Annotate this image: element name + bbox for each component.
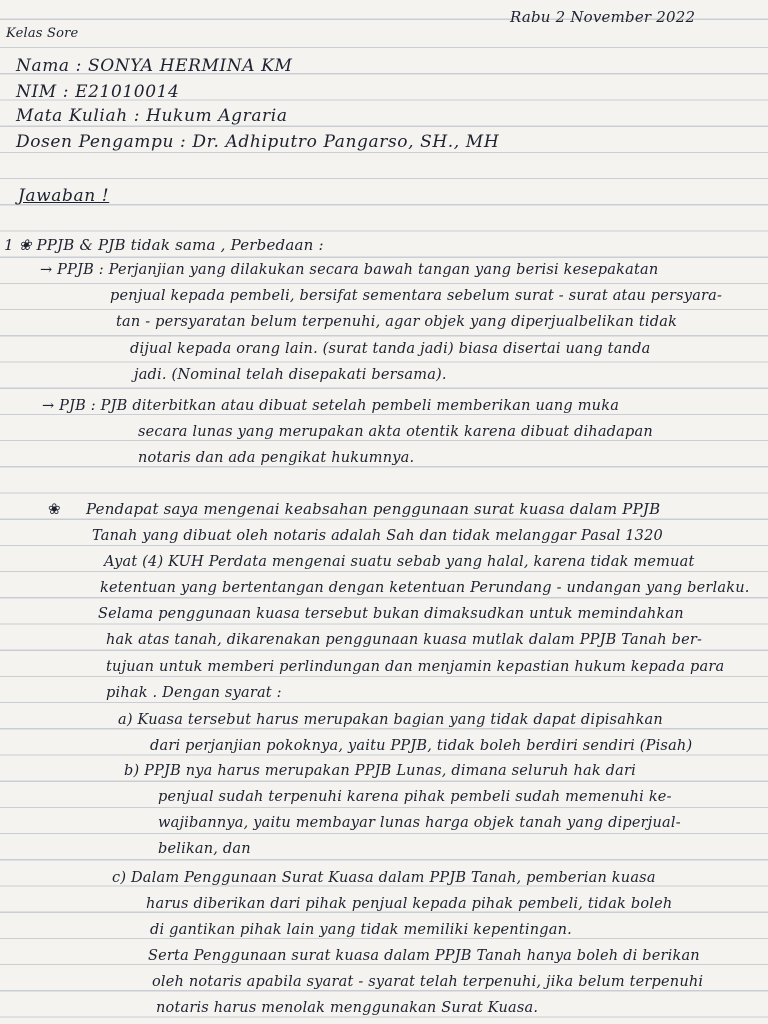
condition-c-line: c) Dalam Penggunaan Surat Kuasa dalam PPJB Tanah, pemberian kuasa <box>112 870 656 886</box>
ppjb-line: penjual kepada pembeli, bersifat sementara sebelum surat - surat atau persyara- <box>110 288 723 304</box>
date-label: Rabu 2 November 2022 <box>510 8 696 26</box>
q1-intro: 1 ❀ PPJB & PJB tidak sama , Perbedaan : <box>4 236 324 254</box>
ppjb-line: dijual kepada orang lain. (surat tanda jadi) biasa disertai uang tanda <box>130 341 651 357</box>
student-name: Nama : SONYA HERMINA KM <box>16 56 293 76</box>
condition-b-line: belikan, dan <box>158 841 251 857</box>
condition-a-line: a) Kuasa tersebut harus merupakan bagian yang tidak dapat dipisahkan <box>118 712 663 728</box>
condition-b-line: penjual sudah terpenuhi karena pihak pembeli sudah memenuhi ke- <box>158 789 672 805</box>
ppjb-line: jadi. (Nominal telah disepakati bersama). <box>134 367 447 383</box>
condition-c-line: oleh notaris apabila syarat - syarat telah terpenuhi, jika belum terpenuhi <box>152 974 704 990</box>
ppjb-line: tan - persyaratan belum terpenuhi, agar objek yang diperjualbelikan tidak <box>116 314 678 330</box>
course-name: Mata Kuliah : Hukum Agraria <box>16 106 288 126</box>
student-nim: NIM : E21010014 <box>16 82 180 102</box>
condition-b-line: wajibannya, yaitu membayar lunas harga objek tanah yang diperjual- <box>158 815 681 831</box>
condition-a-line: dari perjanjian pokoknya, yaitu PPJB, tidak boleh berdiri sendiri (Pisah) <box>150 738 693 754</box>
q2-paragraph-line: pihak . Dengan syarat : <box>106 685 282 701</box>
q2-paragraph-line: Ayat (4) KUH Perdata mengenai suatu sebab yang halal, karena tidak memuat <box>104 554 695 570</box>
q2-paragraph-line: Selama penggunaan kuasa tersebut bukan dimaksudkan untuk memindahkan <box>98 606 684 622</box>
ppjb-line: → PPJB : Perjanjian yang dilakukan secara bawah tangan yang berisi kesepakatan <box>40 262 659 278</box>
pjb-line: → PJB : PJB diterbitkan atau dibuat setelah pembeli memberikan uang muka <box>42 398 620 414</box>
condition-b-line: b) PPJB nya harus merupakan PPJB Lunas, dimana seluruh hak dari <box>124 763 636 779</box>
q2-paragraph-line: hak atas tanah, dikarenakan penggunaan kuasa mutlak dalam PPJB Tanah ber- <box>106 632 703 648</box>
lecturer-name: Dosen Pengampu : Dr. Adhiputro Pangarso, SH., MH <box>16 132 500 152</box>
answer-heading: Jawaban ! <box>18 186 110 206</box>
q2-paragraph-line: ketentuan yang bertentangan dengan ketentuan Perundang - undangan yang berlaku. <box>100 580 750 596</box>
pjb-line: secara lunas yang merupakan akta otentik karena dibuat dihadapan <box>138 424 653 440</box>
class-label: Kelas Sore <box>6 26 79 41</box>
q2-paragraph-line: tujuan untuk memberi perlindungan dan menjamin kepastian hukum kepada para <box>106 659 725 675</box>
q2-paragraph-line: Tanah yang dibuat oleh notaris adalah Sah dan tidak melanggar Pasal 1320 <box>92 528 663 544</box>
condition-c-line: harus diberikan dari pihak penjual kepada pihak pembeli, tidak boleh <box>146 896 673 912</box>
condition-c-line: notaris harus menolak menggunakan Surat Kuasa. <box>156 1000 539 1016</box>
q2-paragraph-line: Pendapat saya mengenai keabsahan penggunaan surat kuasa dalam PPJB <box>86 500 661 518</box>
condition-c-line: di gantikan pihak lain yang tidak memiliki kepentingan. <box>150 922 572 938</box>
flower-bullet-icon: ❀ <box>48 500 61 518</box>
condition-c-line: Serta Penggunaan surat kuasa dalam PPJB Tanah hanya boleh di berikan <box>148 948 700 964</box>
pjb-line: notaris dan ada pengikat hukumnya. <box>138 450 415 466</box>
